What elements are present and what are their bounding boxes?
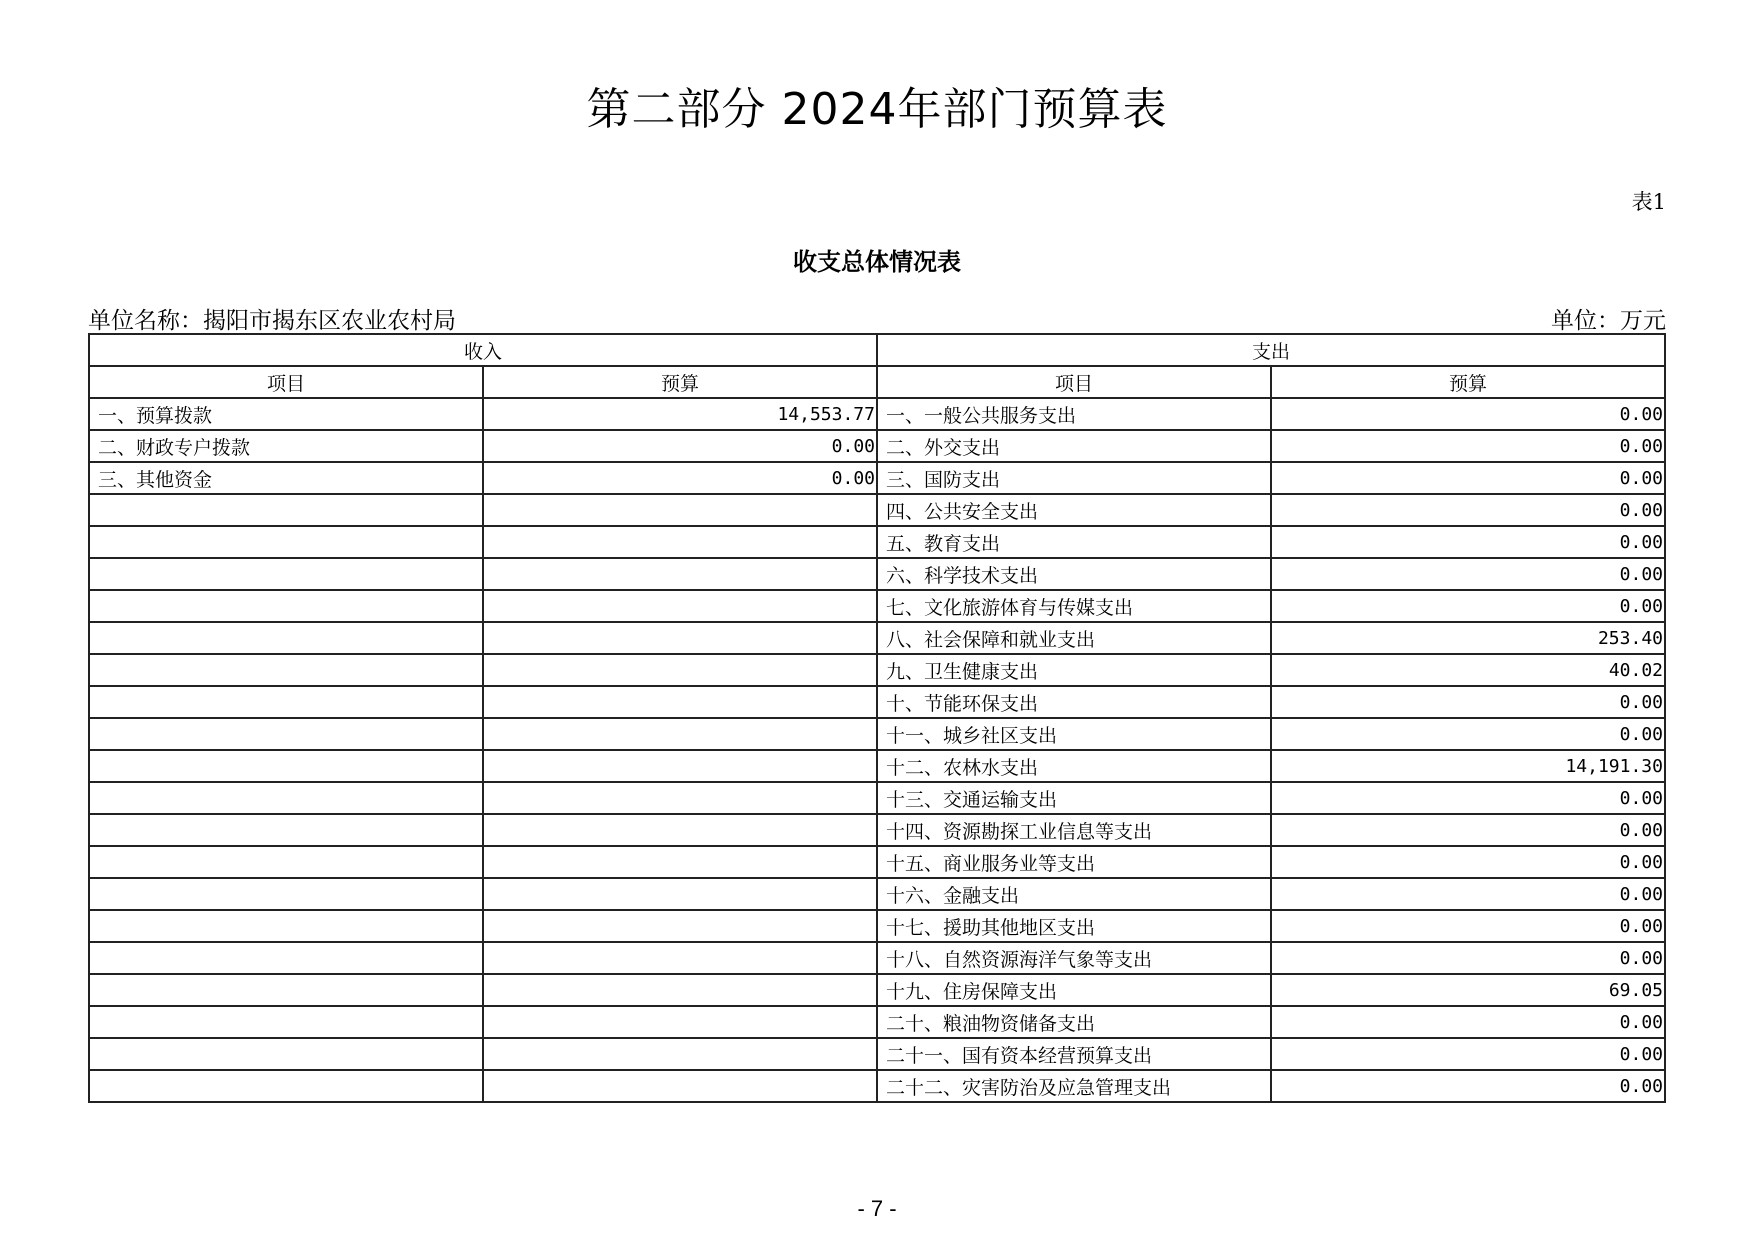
expense-item-cell: 十四、资源勘探工业信息等支出 [877,814,1271,846]
column-header-row [89,366,1665,398]
income-item-cell [89,750,483,782]
table-row [89,1070,1665,1102]
table-row [89,558,1665,590]
income-item-cell: 三、其他资金 [89,462,483,494]
income-item-cell [89,782,483,814]
expense-amount-cell: 0.00 [1271,718,1665,750]
table-row [89,430,1665,462]
income-amount-cell [483,878,877,910]
expense-item-cell: 十二、农林水支出 [877,750,1271,782]
expense-amount-cell: 40.02 [1271,654,1665,686]
expense-amount-cell: 0.00 [1271,942,1665,974]
unit-name: 单位名称：揭阳市揭东区农业农村局 [88,308,456,334]
table-number: 表1 [1631,190,1666,214]
table-row [89,782,1665,814]
expense-item-cell: 七、文化旅游体育与传媒支出 [877,590,1271,622]
income-amount-cell [483,1038,877,1070]
expense-item-cell: 二十二、灾害防治及应急管理支出 [877,1070,1271,1102]
expense-item-cell: 十三、交通运输支出 [877,782,1271,814]
expense-amount-cell: 14,191.30 [1271,750,1665,782]
income-item-cell [89,526,483,558]
income-amount-cell [483,590,877,622]
expense-item-cell: 五、教育支出 [877,526,1271,558]
expense-item-cell: 二十一、国有资本经营预算支出 [877,1038,1271,1070]
table-row [89,942,1665,974]
income-amount-cell [483,814,877,846]
table-row [89,1006,1665,1038]
table-row [89,750,1665,782]
expense-item-cell: 十九、住房保障支出 [877,974,1271,1006]
table-row [89,590,1665,622]
expense-amount-cell: 69.05 [1271,974,1665,1006]
income-item-cell [89,654,483,686]
expense-item-cell: 九、卫生健康支出 [877,654,1271,686]
section-header-row [89,334,1665,366]
income-amount-cell [483,750,877,782]
income-header: 收入 [89,334,877,366]
expense-amount-cell: 0.00 [1271,1038,1665,1070]
expense-item-cell: 八、社会保障和就业支出 [877,622,1271,654]
table-row [89,526,1665,558]
expense-amount-cell: 0.00 [1271,814,1665,846]
income-item-cell [89,974,483,1006]
expense-amount-cell: 0.00 [1271,686,1665,718]
table-row [89,398,1665,430]
income-amount-cell [483,942,877,974]
expense-amount-cell: 0.00 [1271,782,1665,814]
table-row [89,654,1665,686]
income-item-cell [89,846,483,878]
expense-amount-cell: 0.00 [1271,878,1665,910]
expense-item-cell: 四、公共安全支出 [877,494,1271,526]
table-row [89,974,1665,1006]
expense-item-cell: 十七、援助其他地区支出 [877,910,1271,942]
income-amount-cell [483,654,877,686]
expense-amount-cell: 253.40 [1271,622,1665,654]
expense-item-cell: 十八、自然资源海洋气象等支出 [877,942,1271,974]
expense-amount-cell: 0.00 [1271,1070,1665,1102]
page-number: - 7 - [857,1196,897,1221]
income-item-cell [89,942,483,974]
expense-amount-cell: 0.00 [1271,1006,1665,1038]
expense-item-cell: 一、一般公共服务支出 [877,398,1271,430]
expense-amount-cell: 0.00 [1271,398,1665,430]
table-row [89,686,1665,718]
income-item-cell [89,558,483,590]
table-row [89,1038,1665,1070]
expense-header: 支出 [877,334,1665,366]
expense-amount-cell: 0.00 [1271,430,1665,462]
expense-item-cell: 十六、金融支出 [877,878,1271,910]
income-amount-cell: 14,553.77 [483,398,877,430]
income-item-cell [89,590,483,622]
income-item-cell: 一、预算拨款 [89,398,483,430]
budget-table [88,333,1666,1103]
table-title: 收支总体情况表 [793,248,961,276]
table-row [89,814,1665,846]
table-row [89,718,1665,750]
expense-item-cell: 三、国防支出 [877,462,1271,494]
income-amount-cell [483,782,877,814]
expense-item-cell: 二十、粮油物资储备支出 [877,1006,1271,1038]
page-title: 第二部分 2024年部门预算表 [586,84,1168,135]
income-item-cell [89,1070,483,1102]
table-row [89,878,1665,910]
expense-item-cell: 十五、商业服务业等支出 [877,846,1271,878]
income-item-cell [89,622,483,654]
income-amount-cell [483,494,877,526]
income-amount-cell [483,1006,877,1038]
income-budget-header: 预算 [483,366,877,398]
expense-item-header: 项目 [877,366,1271,398]
income-amount-cell [483,846,877,878]
expense-amount-cell: 0.00 [1271,846,1665,878]
income-item-cell [89,910,483,942]
table-row [89,622,1665,654]
income-amount-cell [483,622,877,654]
income-amount-cell [483,558,877,590]
table-row [89,846,1665,878]
income-amount-cell [483,974,877,1006]
income-item-cell [89,1006,483,1038]
income-amount-cell: 0.00 [483,430,877,462]
expense-amount-cell: 0.00 [1271,462,1665,494]
expense-amount-cell: 0.00 [1271,910,1665,942]
income-item-cell [89,686,483,718]
expense-budget-header: 预算 [1271,366,1665,398]
income-item-cell: 二、财政专户拨款 [89,430,483,462]
income-amount-cell [483,686,877,718]
expense-item-cell: 十、节能环保支出 [877,686,1271,718]
income-amount-cell [483,718,877,750]
income-amount-cell: 0.00 [483,462,877,494]
expense-item-cell: 十一、城乡社区支出 [877,718,1271,750]
income-item-cell [89,814,483,846]
expense-amount-cell: 0.00 [1271,590,1665,622]
table-row [89,910,1665,942]
expense-amount-cell: 0.00 [1271,558,1665,590]
income-amount-cell [483,910,877,942]
income-item-cell [89,494,483,526]
expense-item-cell: 六、科学技术支出 [877,558,1271,590]
income-amount-cell [483,1070,877,1102]
table-row [89,462,1665,494]
unit-label: 单位：万元 [1551,308,1666,334]
table-row [89,494,1665,526]
income-amount-cell [483,526,877,558]
income-item-cell [89,718,483,750]
expense-amount-cell: 0.00 [1271,526,1665,558]
income-item-cell [89,1038,483,1070]
expense-amount-cell: 0.00 [1271,494,1665,526]
expense-item-cell: 二、外交支出 [877,430,1271,462]
income-item-cell [89,878,483,910]
income-item-header: 项目 [89,366,483,398]
